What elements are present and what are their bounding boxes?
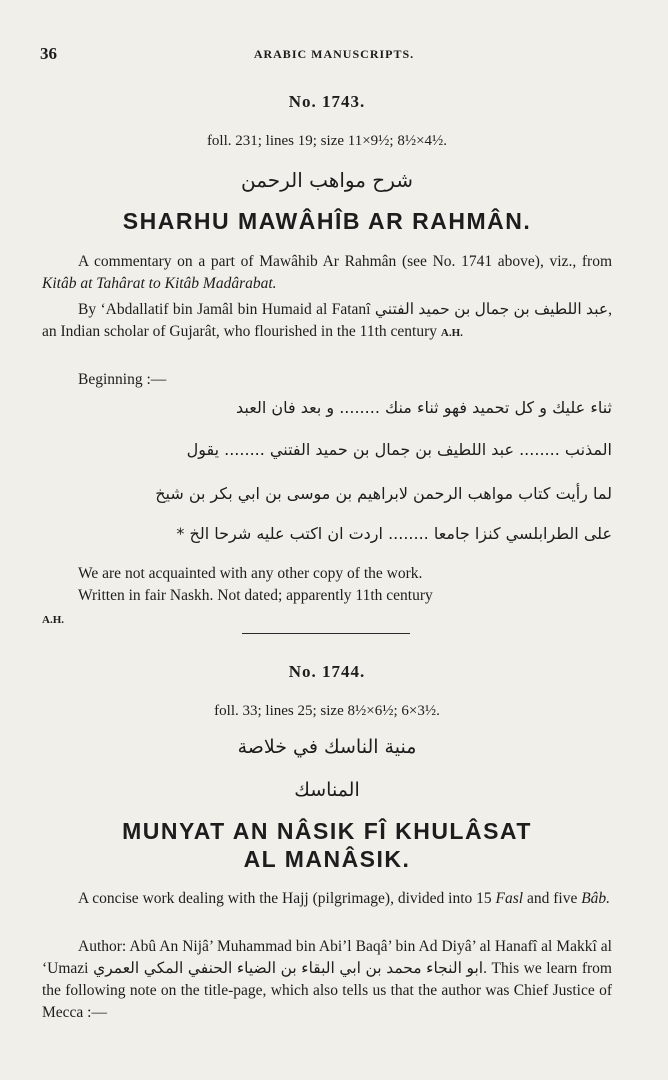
entry-1743-note-2-era: A.H. <box>42 614 64 626</box>
entry-1744-para1-text-2: and five <box>523 890 582 907</box>
entry-1744-title-line-2: AL MANÂSIK. <box>243 846 411 872</box>
entry-1744-arabic-title-1: منية الناسك في خلاصة <box>237 736 417 758</box>
entry-1743-arabic-title: شرح مواهب الرحمن <box>240 168 414 192</box>
entry-1743-para2-era: A.H. <box>440 327 463 339</box>
entry-1743-para1-text: A commentary on a part of Mawâhib Ar Rahmân (see No. 1741 above), viz., from <box>78 253 612 270</box>
entry-1744-description: foll. 33; lines 25; size 8½×6½; 6×3½. <box>214 703 440 719</box>
entry-1744-paragraph-2: Author: Abû An Nijâ’ Muhammad bin Abi’l Baqâ’ bin Ad Diyâ’ al Hanafî al Makkî al ‘Umazi ابو النجاء محمد بن ابي البقاء بن الضياء الحنفي المكي العمري. This we learn from the following note on the title-page, which also tells us that the author was Chief Justice of Mecca :— <box>42 938 612 1021</box>
page-number: 36 <box>40 44 57 63</box>
entry-1743-description: foll. 231; lines 19; size 11×9½; 8½×4½. <box>206 133 448 149</box>
entry-1743-note-1: We are not acquainted with any other copy of the work. <box>78 565 423 582</box>
entry-1743-arabic-line-4: على الطرابلسي كنزا جامعا ........ اردت ان اكتب عليه شرحا الخ * <box>176 524 612 543</box>
entry-1743-note-2: Written in fair Naskh. Not dated; apparently 11th century <box>78 587 433 604</box>
entry-1743-arabic-line-3: لما رأيت كتاب مواهب الرحمن لابراهيم بن موسى بن ابي بكر بن شيخ <box>155 484 612 503</box>
entry-1744-paragraph-1 <box>42 888 612 910</box>
entry-1744-title-line-1: MUNYAT AN NÂSIK FÎ KHULÂSAT <box>122 818 532 844</box>
page-header <box>40 44 628 66</box>
entry-1744-para1-text: A concise work dealing with the Hajj (pilgrimage), divided into 15 <box>78 890 496 907</box>
entry-1744-arabic-title-2: المناسك <box>294 779 360 801</box>
entry-1743-beginning-label: Beginning :— <box>78 371 167 388</box>
section-divider <box>242 633 410 634</box>
running-head: ARABIC MANUSCRIPTS. <box>253 47 415 61</box>
entry-1744-para1-bab: Bâb. <box>581 890 611 907</box>
entry-1743-arabic-line-1: ثناء عليك و كل تحميد فهو ثناء منك ........ و بعد فان العبد <box>236 398 612 417</box>
entry-1743-number: No. 1743. <box>288 92 366 111</box>
entry-1743-title: SHARHU MAWÂHÎB AR RAHMÂN. <box>122 208 532 234</box>
entry-1743-para2-text: By ‘Abdallatif bin Jamâl bin Humaid al Fatanî عبد اللطيف بن جمال بن حميد الفتني, an Indian scholar of Gujarât, who flourished in the 11th century <box>42 301 612 340</box>
entry-1743-arabic-line-2: المذنب ........ عبد اللطيف بن جمال بن حميد الفتني ........ يقول <box>186 440 612 459</box>
entry-1743-paragraph-1 <box>42 251 612 295</box>
entry-1744-number: No. 1744. <box>288 662 366 681</box>
entry-1743-paragraph-2 <box>42 299 612 344</box>
entry-1744-para1-fasl: Fasl <box>495 890 524 907</box>
entry-1743-para1-italic: Kitâb at Tahârat to Kitâb Madârabat. <box>42 275 277 292</box>
